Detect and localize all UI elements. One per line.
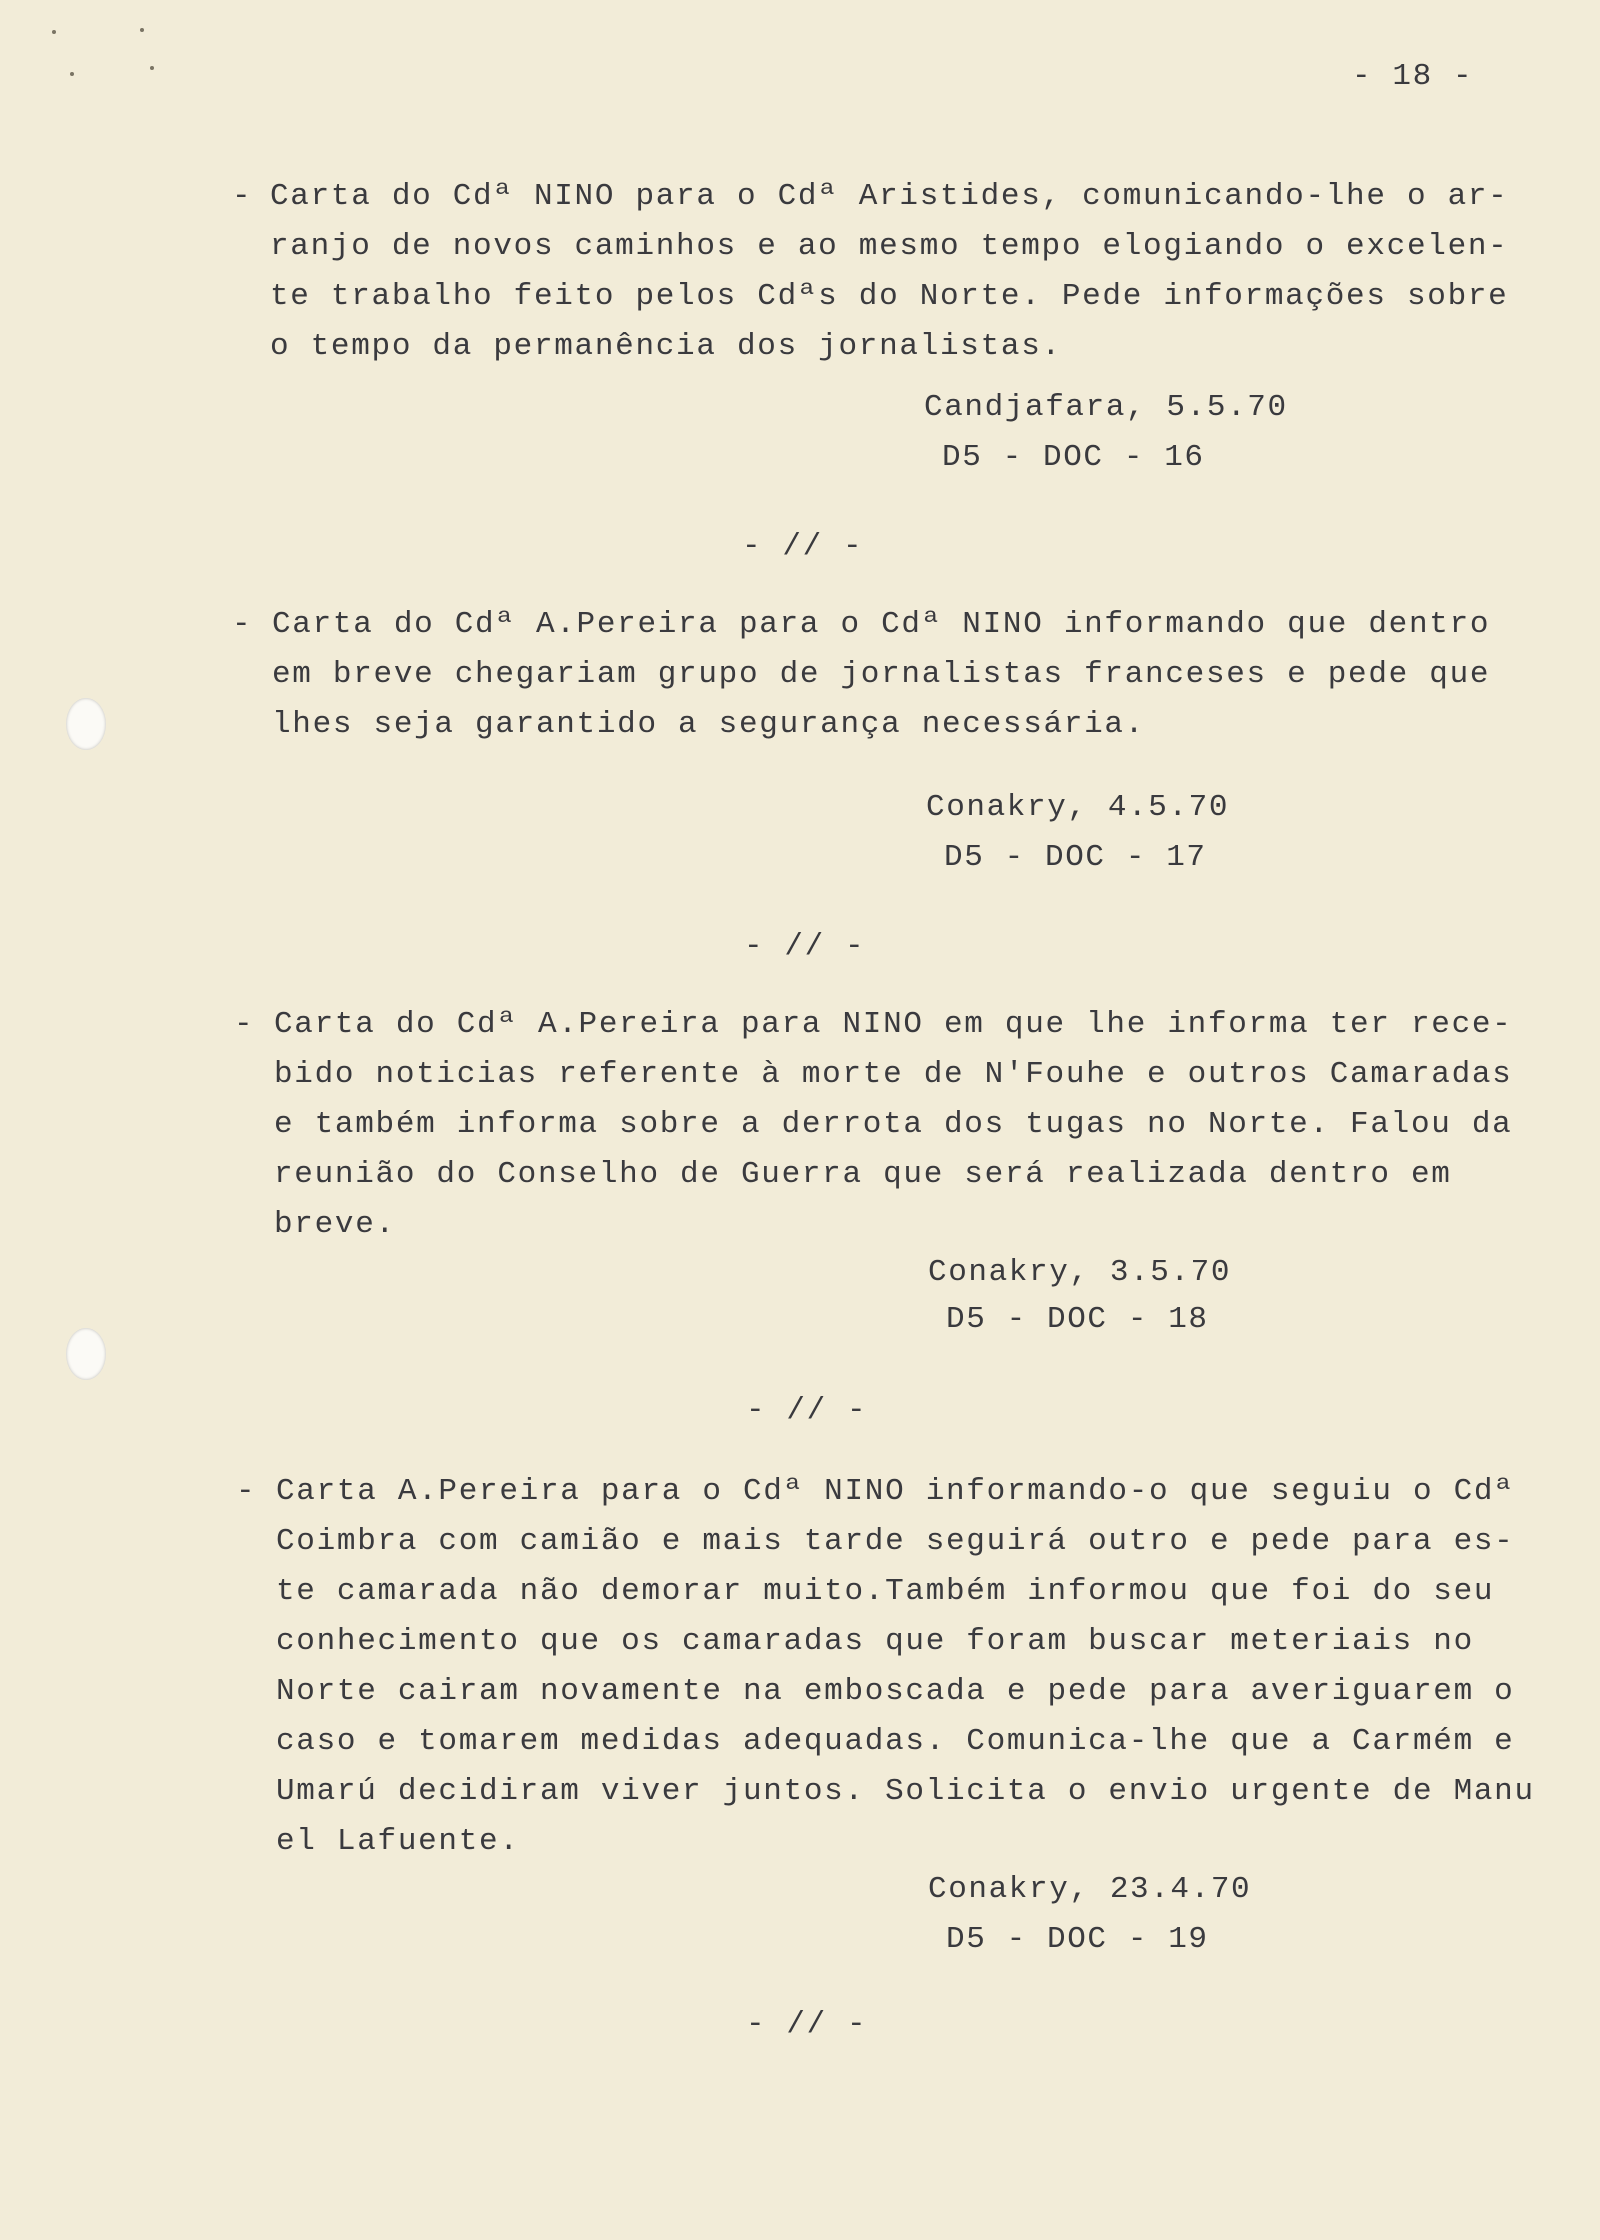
entry-line: lhes seja garantido a segurança necessária.: [272, 707, 1146, 742]
entry-text: [276, 1467, 1535, 1867]
entry-line: te trabalho feito pelos Cdªs do Norte. Pede informações sobre: [270, 279, 1509, 314]
entry-text: [270, 172, 1509, 372]
place-date: Candjafara, 5.5.70: [924, 390, 1288, 425]
entry-line: te camarada não demorar muito.Também informou que foi do seu: [276, 1574, 1495, 1609]
place-date: Conakry, 4.5.70: [926, 790, 1230, 825]
entry-line: Carta do Cdª A.Pereira para NINO em que lhe informa ter rece-: [274, 1007, 1513, 1042]
bullet-dash: -: [234, 1007, 253, 1042]
entry-line: ranjo de novos caminhos e ao mesmo tempo elogiando o excelen-: [270, 229, 1509, 264]
entry-line: caso e tomarem medidas adequadas. Comunica-lhe que a Carmém e: [276, 1724, 1515, 1759]
paper-speck: [140, 28, 144, 32]
entry-line: Umarú decidiram viver juntos. Solicita o envio urgente de Manu: [276, 1774, 1535, 1809]
entry-text: [274, 1000, 1513, 1250]
entry-line: Carta do Cdª NINO para o Cdª Aristides, comunicando-lhe o ar-: [270, 179, 1509, 214]
bullet-dash: -: [232, 607, 251, 642]
entry-line: Norte cairam novamente na emboscada e pede para averiguarem o: [276, 1674, 1515, 1709]
page-number: - 18 -: [1352, 59, 1474, 94]
entry-line: bido noticias referente à morte de N'Fouhe e outros Camaradas: [274, 1057, 1513, 1092]
bullet-dash: -: [232, 179, 251, 214]
place-date: Conakry, 3.5.70: [928, 1255, 1232, 1290]
separator: - // -: [746, 1393, 868, 1428]
entry-text: [272, 600, 1490, 750]
entry-line: Carta A.Pereira para o Cdª NINO informando-o que seguiu o Cdª: [276, 1474, 1515, 1509]
document-reference: D5 - DOC - 17: [944, 840, 1207, 875]
document-reference: D5 - DOC - 16: [942, 440, 1205, 475]
entry-line: el Lafuente.: [276, 1824, 520, 1859]
entry-line: o tempo da permanência dos jornalistas.: [270, 329, 1062, 364]
entry-line: breve.: [274, 1207, 396, 1242]
paper-speck: [70, 72, 74, 76]
entry-line: em breve chegariam grupo de jornalistas franceses e pede que: [272, 657, 1491, 692]
entry-line: e também informa sobre a derrota dos tugas no Norte. Falou da: [274, 1107, 1513, 1142]
entry-line: Coimbra com camião e mais tarde seguirá outro e pede para es-: [276, 1524, 1515, 1559]
separator: - // -: [744, 929, 866, 964]
document-reference: D5 - DOC - 19: [946, 1922, 1209, 1957]
document-reference: D5 - DOC - 18: [946, 1302, 1209, 1337]
paper-speck: [150, 66, 154, 70]
separator: - // -: [746, 2007, 868, 2042]
paper-speck: [52, 30, 56, 34]
place-date: Conakry, 23.4.70: [928, 1872, 1252, 1907]
punch-hole: [66, 1328, 106, 1380]
entry-line: reunião do Conselho de Guerra que será realizada dentro em: [274, 1157, 1452, 1192]
entry-line: conhecimento que os camaradas que foram buscar meteriais no: [276, 1624, 1474, 1659]
separator: - // -: [742, 529, 864, 564]
punch-hole: [66, 698, 106, 750]
entry-line: Carta do Cdª A.Pereira para o Cdª NINO informando que dentro: [272, 607, 1491, 642]
bullet-dash: -: [236, 1474, 255, 1509]
